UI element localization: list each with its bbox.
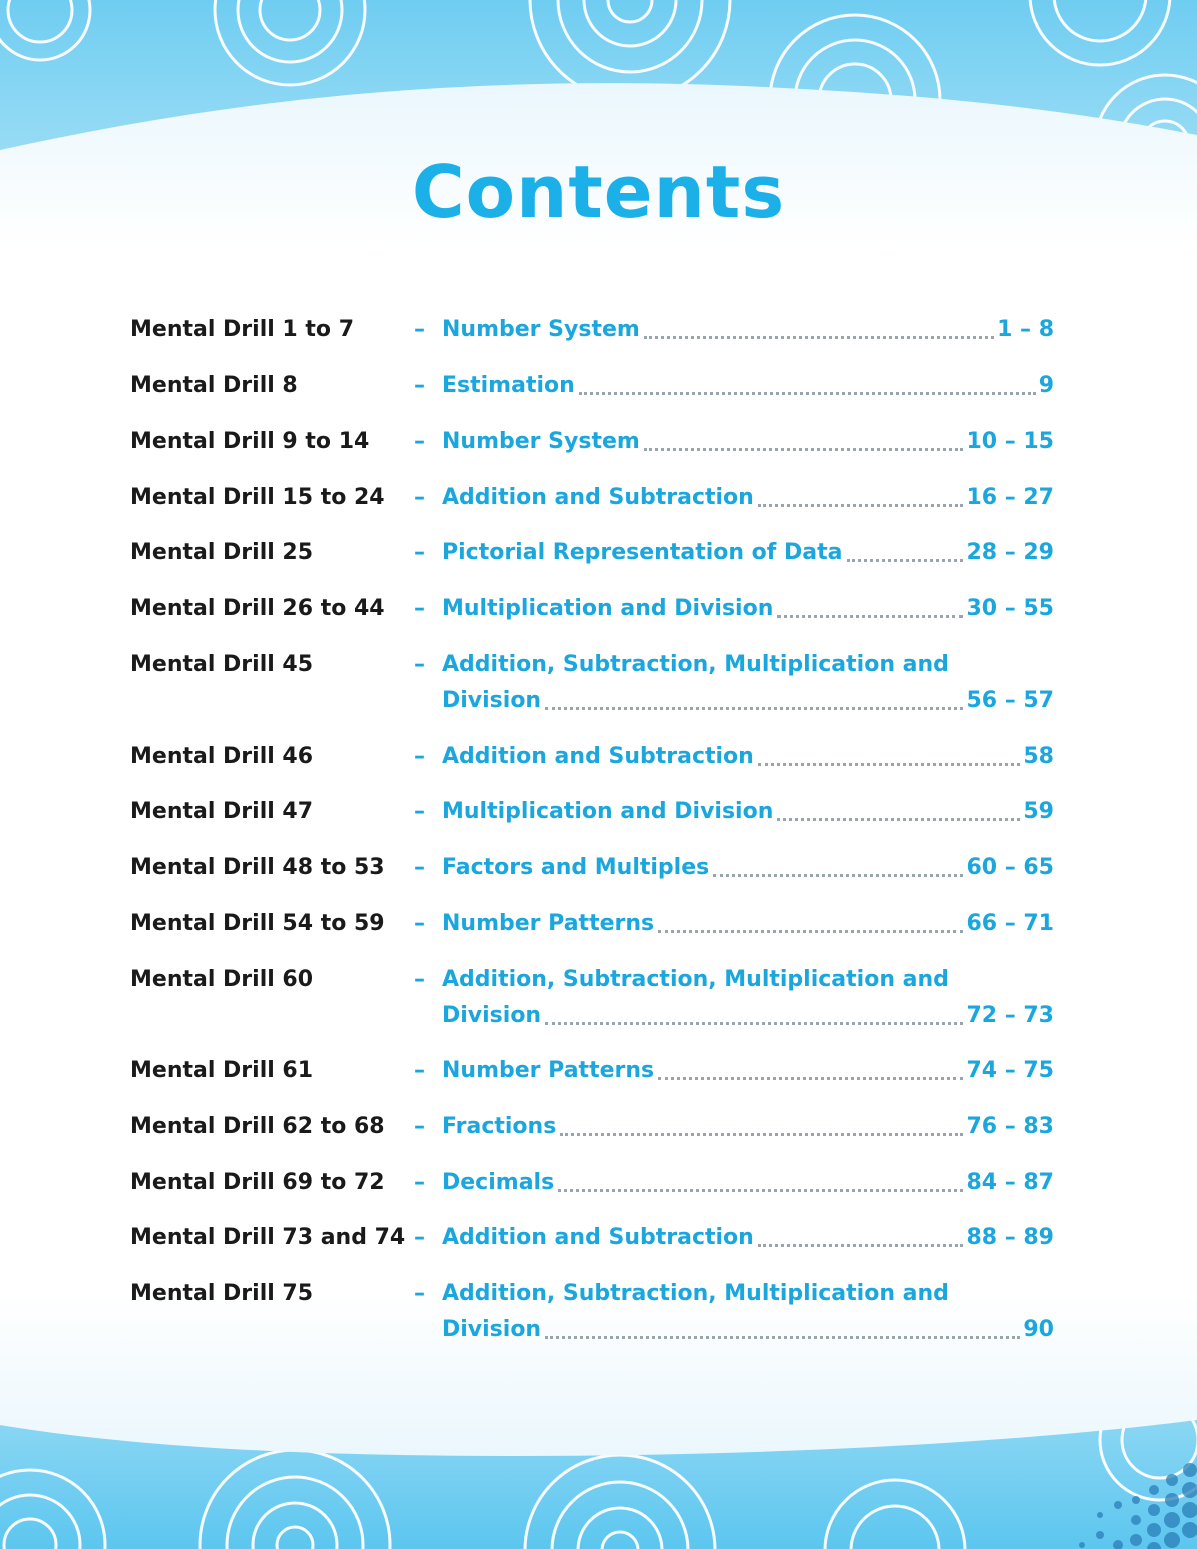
drill-label: Mental Drill 9 to 14 xyxy=(130,429,370,454)
topic-label-line1: Addition, Subtraction, Multiplication and xyxy=(442,1281,949,1306)
dot-leader xyxy=(758,1244,964,1247)
topic-line xyxy=(442,427,1054,457)
dot-leader xyxy=(545,1336,1020,1339)
page-range: 10 – 15 xyxy=(966,429,1054,454)
topic-line xyxy=(442,686,1054,716)
page-range: 90 xyxy=(1023,1317,1054,1342)
dot-leader xyxy=(644,336,994,339)
dot-leader xyxy=(558,1189,963,1192)
drill-label: Mental Drill 45 xyxy=(130,652,314,677)
topic-label: Multiplication and Division xyxy=(442,799,774,824)
topic-label: Addition and Subtraction xyxy=(442,1225,754,1250)
drill-label: Mental Drill 8 xyxy=(130,373,298,398)
page-range: 59 xyxy=(1023,799,1054,824)
page-range: 9 xyxy=(1038,373,1054,398)
topic-line xyxy=(442,538,1054,568)
drill-label: Mental Drill 1 to 7 xyxy=(130,317,354,342)
drill-label: Mental Drill 75 xyxy=(130,1281,314,1306)
drill-label: Mental Drill 47 xyxy=(130,799,314,824)
separator: – xyxy=(414,799,425,824)
topic-line xyxy=(442,1056,1054,1086)
topic-line xyxy=(442,1112,1054,1142)
page-title: Contents xyxy=(411,150,786,234)
dot-leader xyxy=(777,818,1020,821)
topic-label: Estimation xyxy=(442,373,575,398)
topic-label: Addition and Subtraction xyxy=(442,485,754,510)
topic-line xyxy=(442,853,1054,883)
drill-label: Mental Drill 62 to 68 xyxy=(130,1114,385,1139)
dot-leader xyxy=(758,763,1021,766)
topic-line xyxy=(442,909,1054,939)
page-range: 30 – 55 xyxy=(966,596,1054,621)
separator: – xyxy=(414,652,425,677)
drill-label: Mental Drill 26 to 44 xyxy=(130,596,385,621)
drill-label: Mental Drill 54 to 59 xyxy=(130,911,385,936)
separator: – xyxy=(414,596,425,621)
dot-leader xyxy=(579,392,1036,395)
page-range: 58 xyxy=(1023,744,1054,769)
separator: – xyxy=(414,317,425,342)
page-range: 88 – 89 xyxy=(966,1225,1054,1250)
dot-leader xyxy=(658,1077,963,1080)
topic-label: Fractions xyxy=(442,1114,557,1139)
page-range: 60 – 65 xyxy=(966,855,1054,880)
dot-leader xyxy=(644,448,964,451)
drill-label: Mental Drill 46 xyxy=(130,744,314,769)
topic-label: Pictorial Representation of Data xyxy=(442,540,843,565)
separator: – xyxy=(414,1114,425,1139)
separator: – xyxy=(414,1225,425,1250)
separator: – xyxy=(414,967,425,992)
drill-label: Mental Drill 73 and 74 xyxy=(130,1225,406,1250)
separator: – xyxy=(414,485,425,510)
topic-label-line1: Addition, Subtraction, Multiplication and xyxy=(442,652,949,677)
topic-label-line1: Addition, Subtraction, Multiplication and xyxy=(442,967,949,992)
topic-label: Factors and Multiples xyxy=(442,855,710,880)
topic-label: Number Patterns xyxy=(442,1058,655,1083)
dot-leader xyxy=(847,559,964,562)
dot-leader xyxy=(758,504,964,507)
topic-line xyxy=(442,371,1054,401)
topic-line xyxy=(442,742,1054,772)
drill-label: Mental Drill 15 to 24 xyxy=(130,485,385,510)
separator: – xyxy=(414,373,425,398)
topic-label: Division xyxy=(442,1317,542,1342)
topic-line xyxy=(442,1223,1054,1253)
topic-label: Decimals xyxy=(442,1170,555,1195)
topic-label: Addition and Subtraction xyxy=(442,744,754,769)
separator: – xyxy=(414,429,425,454)
page-range: 84 – 87 xyxy=(966,1170,1054,1195)
topic-line xyxy=(442,483,1054,513)
separator: – xyxy=(414,540,425,565)
separator: – xyxy=(414,1170,425,1195)
topic-line xyxy=(442,797,1054,827)
dot-leader xyxy=(545,707,963,710)
topic-label: Multiplication and Division xyxy=(442,596,774,621)
drill-label: Mental Drill 60 xyxy=(130,967,314,992)
topic-line xyxy=(442,1168,1054,1198)
separator: – xyxy=(414,911,425,936)
drill-label: Mental Drill 61 xyxy=(130,1058,314,1083)
separator: – xyxy=(414,1281,425,1306)
topic-label: Division xyxy=(442,688,542,713)
dot-leader xyxy=(545,1022,963,1025)
page-range: 1 – 8 xyxy=(997,317,1054,342)
topic-line xyxy=(442,1315,1054,1345)
drill-label: Mental Drill 25 xyxy=(130,540,314,565)
topic-line xyxy=(442,315,1054,345)
drill-label: Mental Drill 48 to 53 xyxy=(130,855,385,880)
separator: – xyxy=(414,855,425,880)
separator: – xyxy=(414,1058,425,1083)
dot-leader xyxy=(658,930,963,933)
page-range: 16 – 27 xyxy=(966,485,1054,510)
topic-line xyxy=(442,594,1054,624)
page-range: 56 – 57 xyxy=(966,688,1054,713)
separator: – xyxy=(414,744,425,769)
dot-leader xyxy=(777,615,963,618)
topic-label: Number Patterns xyxy=(442,911,655,936)
topic-label: Number System xyxy=(442,429,640,454)
topic-line xyxy=(442,1001,1054,1031)
page-range: 66 – 71 xyxy=(966,911,1054,936)
page-range: 72 – 73 xyxy=(966,1003,1054,1028)
page-range: 28 – 29 xyxy=(966,540,1054,565)
topic-label: Number System xyxy=(442,317,640,342)
drill-label: Mental Drill 69 to 72 xyxy=(130,1170,385,1195)
dot-leader xyxy=(713,874,963,877)
topic-label: Division xyxy=(442,1003,542,1028)
page-range: 76 – 83 xyxy=(966,1114,1054,1139)
dot-leader xyxy=(560,1133,963,1136)
page-range: 74 – 75 xyxy=(966,1058,1054,1083)
